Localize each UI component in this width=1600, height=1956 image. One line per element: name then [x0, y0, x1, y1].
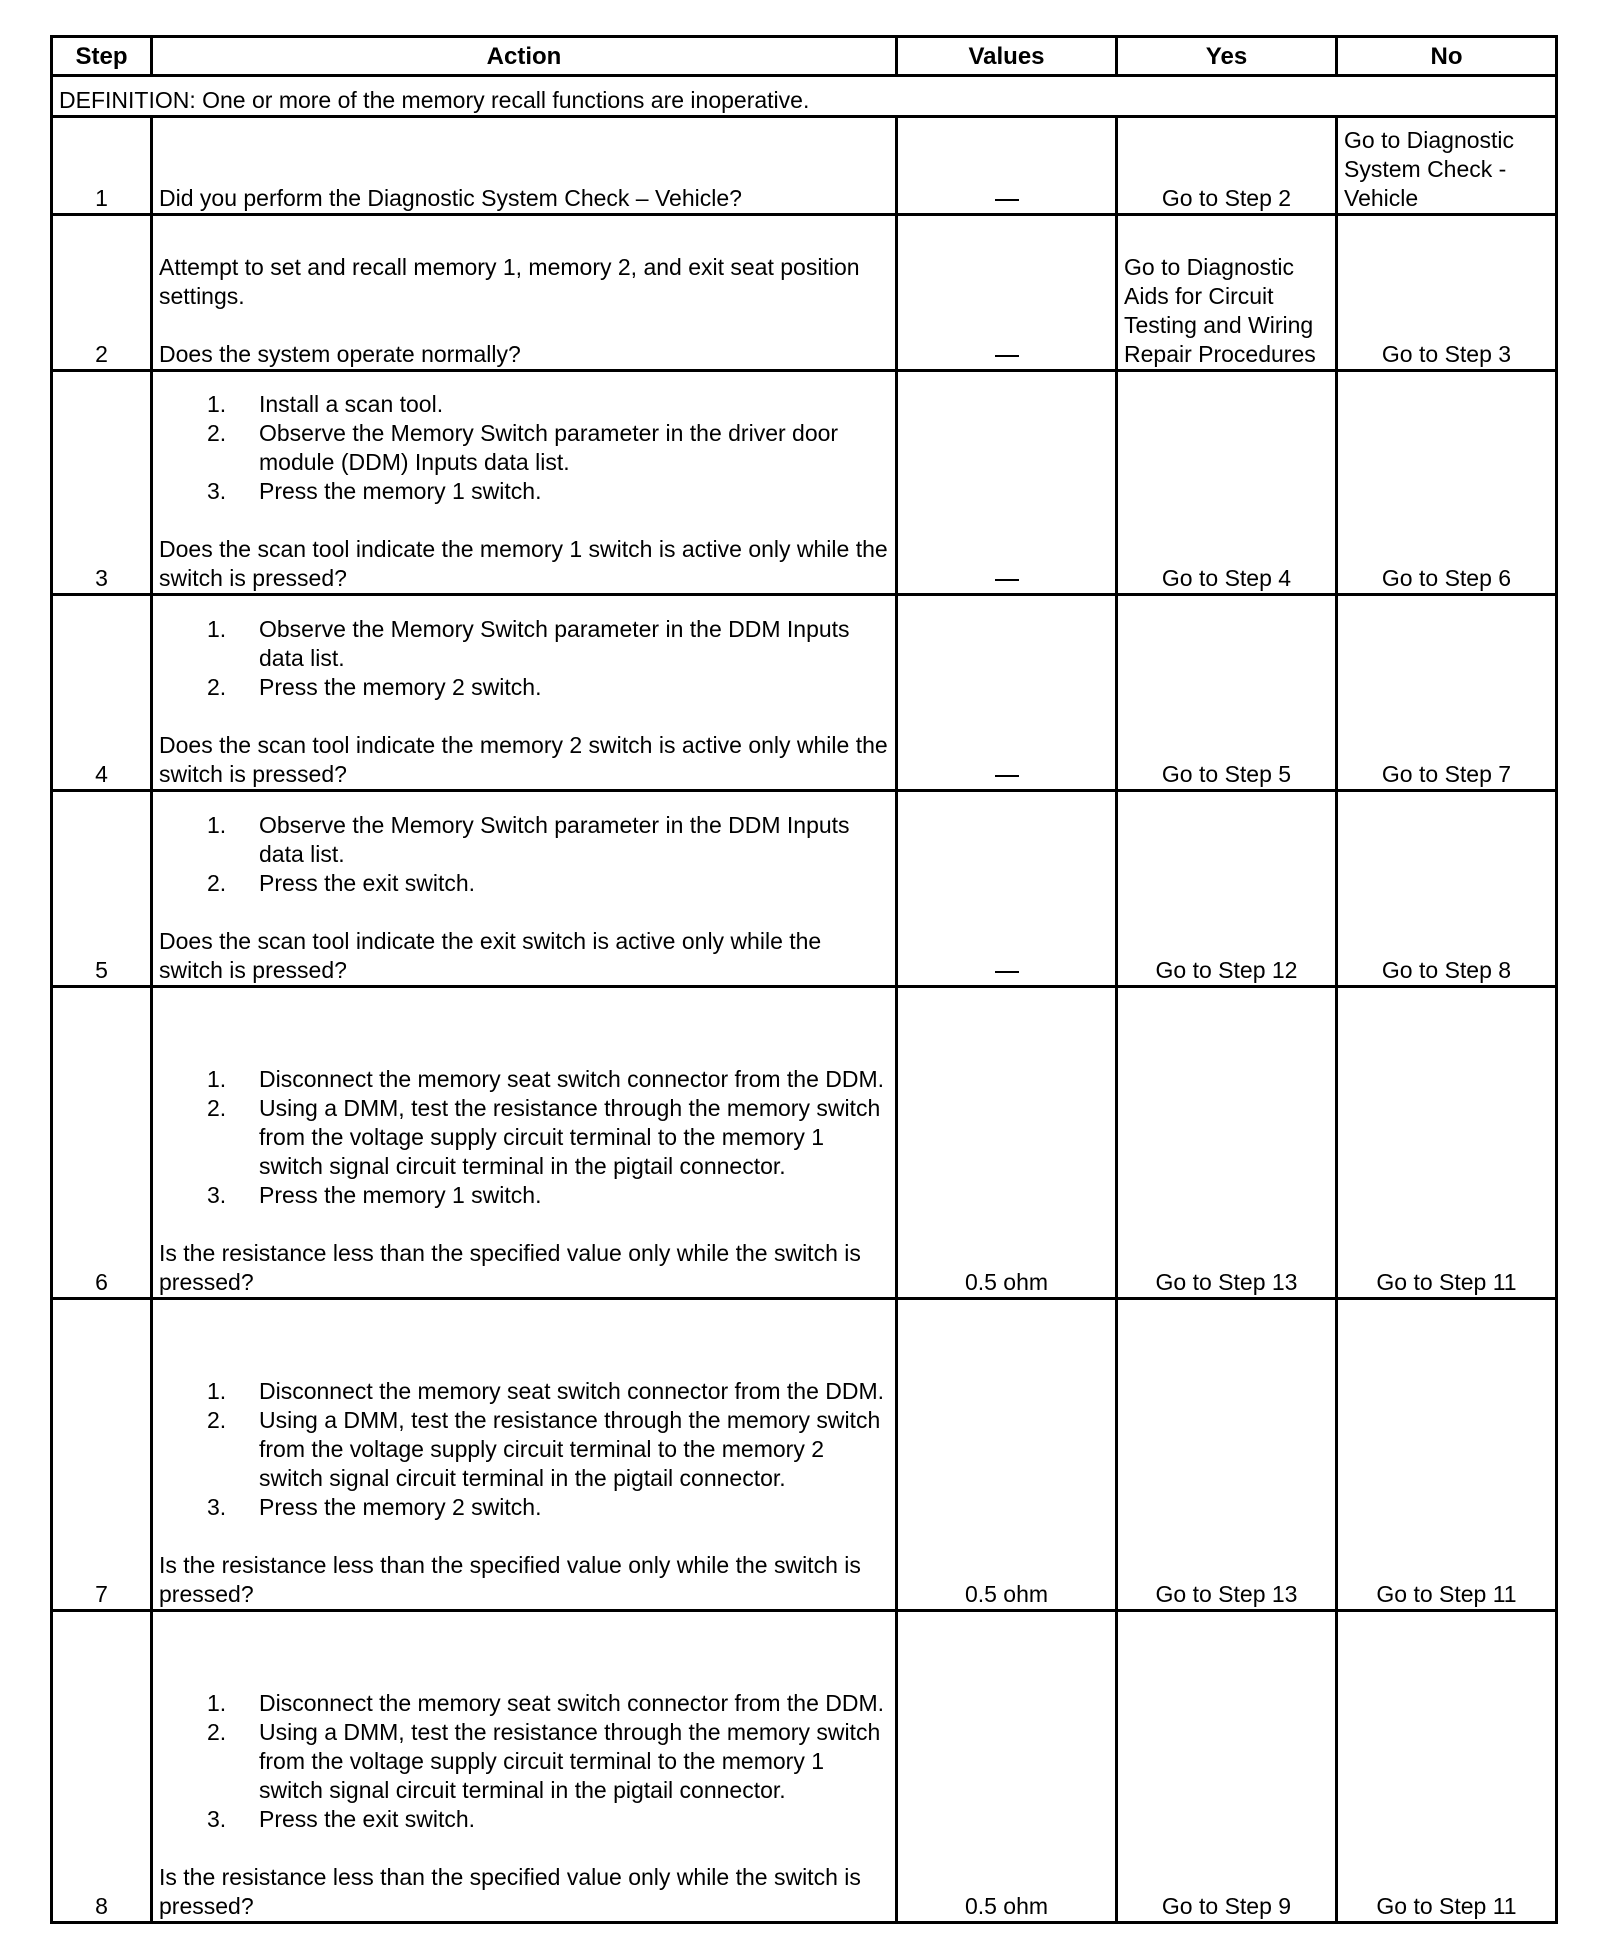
header-action: Action — [152, 37, 897, 76]
action-text: Did you perform the Diagnostic System Check – Vehicle? — [159, 185, 742, 211]
header-values: Values — [897, 37, 1117, 76]
action-step-text: Observe the Memory Switch parameter in the DDM Inputs data list. — [259, 616, 850, 671]
action-step — [207, 419, 889, 477]
action-step-number: 2. — [207, 870, 227, 896]
table-row — [52, 117, 1557, 215]
dash-mark — [995, 579, 1019, 581]
action-step — [207, 869, 889, 898]
yes-cell: Go to Step 5 — [1117, 595, 1337, 791]
action-step — [207, 1377, 889, 1406]
no-cell: Go to Step 7 — [1337, 595, 1557, 791]
yes-cell: Go to Step 13 — [1117, 1299, 1337, 1611]
definition-text: DEFINITION: One or more of the memory recall functions are inoperative. — [52, 76, 1557, 117]
value-cell — [897, 371, 1117, 595]
action-cell — [152, 215, 897, 371]
value-text: 0.5 ohm — [964, 1581, 1049, 1607]
action-step-number: 2. — [207, 420, 227, 446]
no-cell: Go to Step 11 — [1337, 1299, 1557, 1611]
action-steps-list — [159, 1065, 889, 1210]
action-question: Is the resistance less than the specified value only while the switch is pressed? — [159, 1864, 861, 1919]
action-step-text: Press the memory 2 switch. — [259, 674, 542, 700]
table-row — [52, 791, 1557, 987]
action-cell — [152, 1611, 897, 1923]
action-step — [207, 1718, 889, 1805]
dash-mark — [995, 355, 1019, 357]
action-steps-list — [159, 811, 889, 898]
value-cell — [897, 791, 1117, 987]
action-step-number: 2. — [207, 1719, 227, 1745]
yes-cell: Go to Step 9 — [1117, 1611, 1337, 1923]
value-cell — [897, 1611, 1117, 1923]
action-cell — [152, 791, 897, 987]
step-number: 1 — [52, 117, 152, 215]
action-step-number: 3. — [207, 478, 227, 504]
action-steps-list — [159, 1377, 889, 1522]
action-question: Does the scan tool indicate the memory 1 switch is active only while the switch is pressed? — [159, 536, 888, 591]
action-step-text: Press the exit switch. — [259, 870, 476, 896]
table-row — [52, 215, 1557, 371]
action-step-text: Disconnect the memory seat switch connector from the DDM. — [259, 1066, 885, 1092]
step-number: 8 — [52, 1611, 152, 1923]
header-step: Step — [52, 37, 152, 76]
table-row — [52, 987, 1557, 1299]
diagnostic-table — [50, 35, 1558, 1924]
no-cell: Go to Step 11 — [1337, 1611, 1557, 1923]
action-step — [207, 811, 889, 869]
value-cell — [897, 987, 1117, 1299]
action-step-number: 1. — [207, 1066, 227, 1092]
step-number: 4 — [52, 595, 152, 791]
step-number: 3 — [52, 371, 152, 595]
action-steps-list — [159, 1689, 889, 1834]
action-step — [207, 673, 889, 702]
action-step-number: 1. — [207, 391, 227, 417]
action-question: Is the resistance less than the specified value only while the switch is pressed? — [159, 1240, 861, 1295]
action-cell — [152, 987, 897, 1299]
yes-cell: Go to Step 13 — [1117, 987, 1337, 1299]
action-step-number: 2. — [207, 1407, 227, 1433]
value-cell — [897, 595, 1117, 791]
action-cell — [152, 1299, 897, 1611]
dash-mark — [995, 199, 1019, 201]
header-row — [52, 37, 1557, 76]
action-step — [207, 1805, 889, 1834]
yes-cell: Go to Diagnostic Aids for Circuit Testing and Wiring Repair Procedures — [1117, 215, 1337, 371]
yes-cell: Go to Step 4 — [1117, 371, 1337, 595]
action-step-number: 2. — [207, 674, 227, 700]
action-step-number: 1. — [207, 1690, 227, 1716]
action-question: Does the scan tool indicate the exit switch is active only while the switch is pressed? — [159, 928, 822, 983]
action-step — [207, 390, 889, 419]
action-step — [207, 1065, 889, 1094]
table-row — [52, 1611, 1557, 1923]
value-cell — [897, 215, 1117, 371]
action-step — [207, 1689, 889, 1718]
table-row — [52, 1299, 1557, 1611]
action-step-number: 1. — [207, 616, 227, 642]
value-text: 0.5 ohm — [964, 1893, 1049, 1919]
action-step-text: Press the exit switch. — [259, 1806, 476, 1832]
step-number: 5 — [52, 791, 152, 987]
action-step-text: Install a scan tool. — [259, 391, 444, 417]
action-step-text: Using a DMM, test the resistance through the memory switch from the voltage supply circuit terminal to the memory 1 switch signal circuit terminal in the pigtail connector. — [259, 1095, 881, 1179]
action-step-number: 3. — [207, 1182, 227, 1208]
action-step-text: Press the memory 1 switch. — [259, 478, 542, 504]
action-step — [207, 1493, 889, 1522]
action-step-text: Press the memory 2 switch. — [259, 1494, 542, 1520]
step-number: 2 — [52, 215, 152, 371]
dash-mark — [995, 971, 1019, 973]
action-step-number: 3. — [207, 1494, 227, 1520]
yes-cell: Go to Step 2 — [1117, 117, 1337, 215]
step-number: 7 — [52, 1299, 152, 1611]
table-row — [52, 371, 1557, 595]
action-text: Attempt to set and recall memory 1, memory 2, and exit seat position settings. — [159, 254, 860, 309]
action-question: Is the resistance less than the specified value only while the switch is pressed? — [159, 1552, 861, 1607]
action-cell — [152, 117, 897, 215]
action-step-text: Observe the Memory Switch parameter in the DDM Inputs data list. — [259, 812, 850, 867]
action-step-number: 1. — [207, 1378, 227, 1404]
value-cell — [897, 1299, 1117, 1611]
action-step — [207, 1094, 889, 1181]
action-step-text: Using a DMM, test the resistance through the memory switch from the voltage supply circuit terminal to the memory 1 switch signal circuit terminal in the pigtail connector. — [259, 1719, 881, 1803]
value-text: 0.5 ohm — [964, 1269, 1049, 1295]
no-cell: Go to Diagnostic System Check - Vehicle — [1337, 117, 1557, 215]
action-step — [207, 615, 889, 673]
no-cell: Go to Step 3 — [1337, 215, 1557, 371]
action-step — [207, 477, 889, 506]
action-step — [207, 1181, 889, 1210]
action-question: Does the scan tool indicate the memory 2 switch is active only while the switch is pressed? — [159, 732, 888, 787]
header-yes: Yes — [1117, 37, 1337, 76]
action-steps-list — [159, 390, 889, 506]
definition-row — [52, 76, 1557, 117]
action-step-number: 1. — [207, 812, 227, 838]
action-step-text: Disconnect the memory seat switch connector from the DDM. — [259, 1378, 885, 1404]
header-no: No — [1337, 37, 1557, 76]
action-question: Does the system operate normally? — [159, 341, 521, 367]
action-step-text: Disconnect the memory seat switch connector from the DDM. — [259, 1690, 885, 1716]
table-row — [52, 595, 1557, 791]
action-step-text: Observe the Memory Switch parameter in the driver door module (DDM) Inputs data list. — [259, 420, 839, 475]
action-cell — [152, 371, 897, 595]
step-number: 6 — [52, 987, 152, 1299]
action-steps-list — [159, 615, 889, 702]
no-cell: Go to Step 8 — [1337, 791, 1557, 987]
yes-cell: Go to Step 12 — [1117, 791, 1337, 987]
no-cell: Go to Step 11 — [1337, 987, 1557, 1299]
dash-mark — [995, 775, 1019, 777]
action-step — [207, 1406, 889, 1493]
action-step-number: 3. — [207, 1806, 227, 1832]
no-cell: Go to Step 6 — [1337, 371, 1557, 595]
action-step-text: Press the memory 1 switch. — [259, 1182, 542, 1208]
action-step-text: Using a DMM, test the resistance through the memory switch from the voltage supply circuit terminal to the memory 2 switch signal circuit terminal in the pigtail connector. — [259, 1407, 881, 1491]
value-cell — [897, 117, 1117, 215]
action-cell — [152, 595, 897, 791]
action-step-number: 2. — [207, 1095, 227, 1121]
